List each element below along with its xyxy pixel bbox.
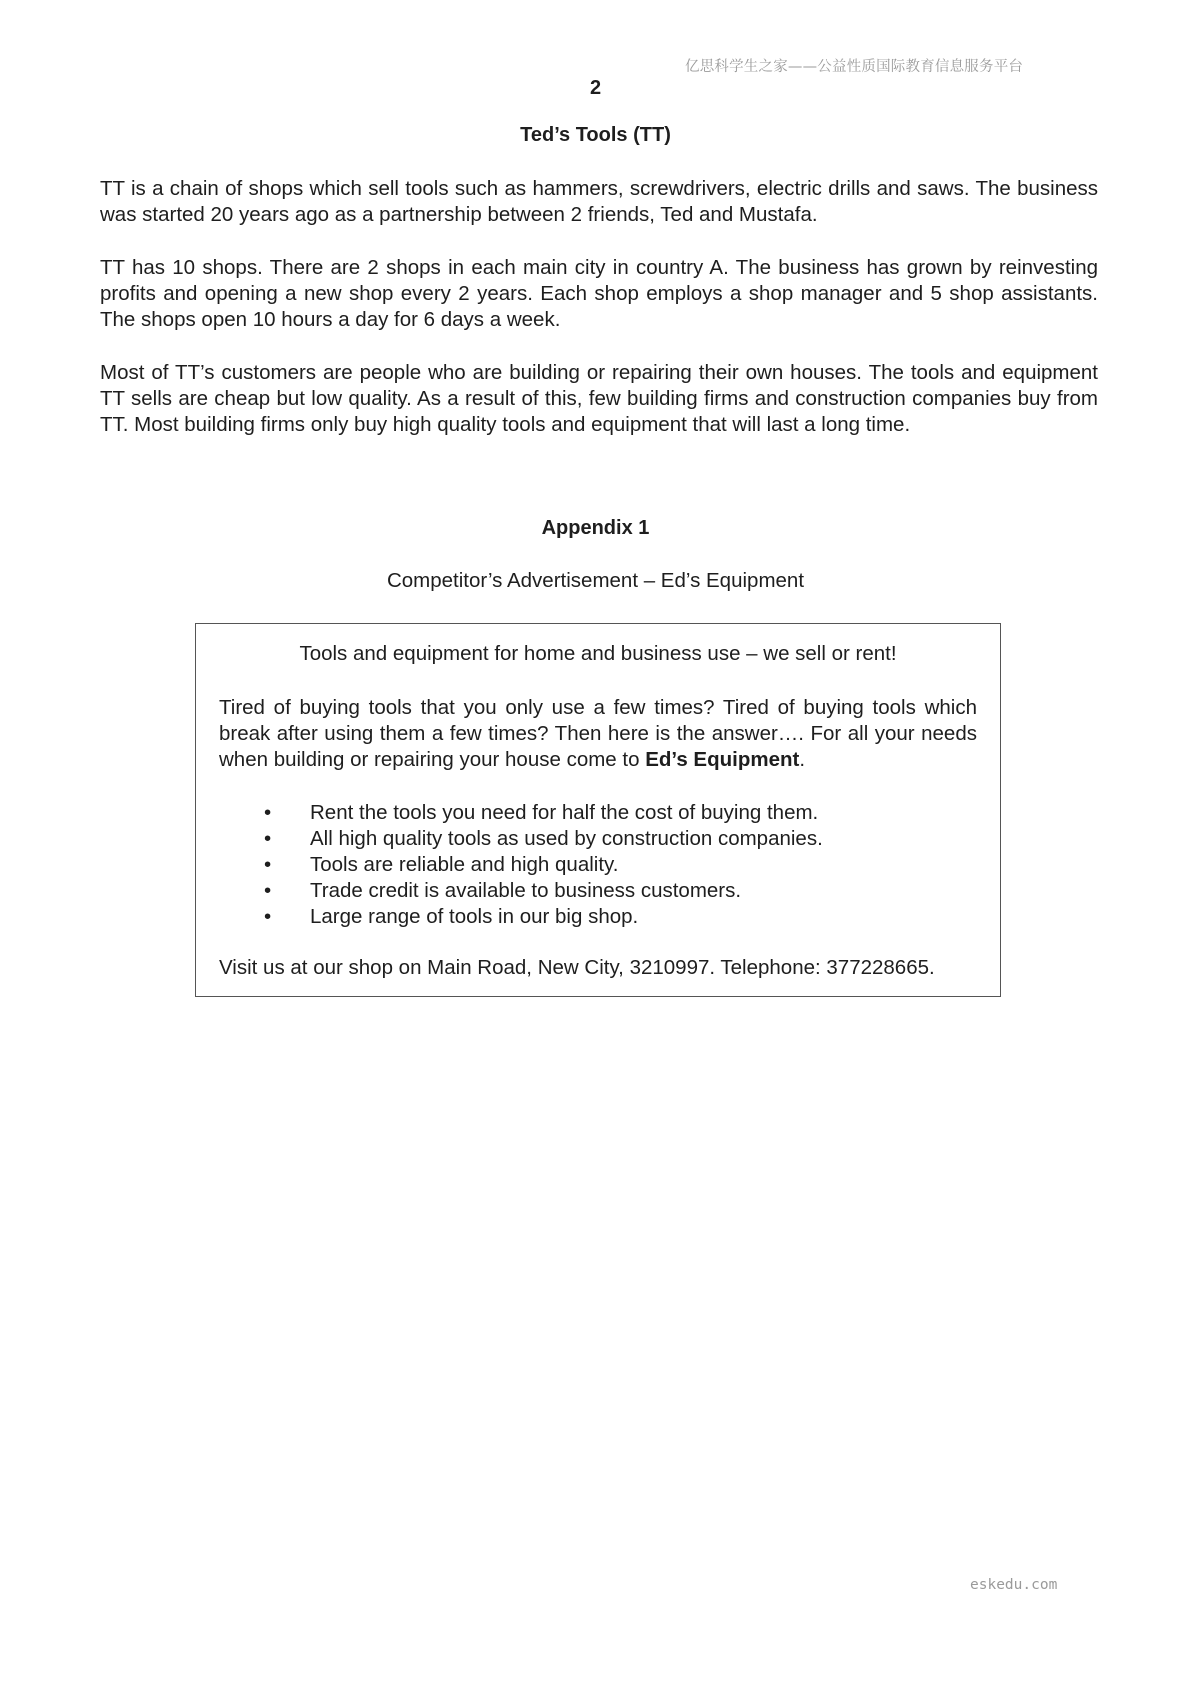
ad-body — [219, 695, 977, 773]
list-item — [196, 878, 1000, 904]
watermark-bottom: eskedu.com — [970, 1577, 1058, 1593]
list-item — [196, 826, 1000, 852]
list-item — [196, 800, 1000, 826]
bullet-text: Rent the tools you need for half the cost of buying them. — [310, 801, 819, 824]
bullet-icon: • — [264, 879, 272, 902]
document-title: Ted’s Tools (TT) — [520, 124, 671, 146]
appendix-subtitle: Competitor’s Advertisement – Ed’s Equipment — [386, 569, 805, 592]
paragraph-2: TT has 10 shops. There are 2 shops in each main city in country A. The business has grown by reinvesting profits and opening a new shop every 2 years. Each shop employs a shop manager and 5 shop assistants. The shops open 10 hours a day for 6 days a week. — [100, 256, 1098, 331]
appendix-heading: Appendix 1 — [541, 517, 650, 539]
ad-bullet-list — [196, 800, 1000, 930]
bullet-text: Tools are reliable and high quality. — [310, 853, 619, 876]
ad-headline: Tools and equipment for home and business use – we sell or rent! — [299, 642, 897, 665]
bullet-icon: • — [264, 827, 272, 850]
paragraph-1: TT is a chain of shops which sell tools such as hammers, screwdrivers, electric drills and saws. The business was started 20 years ago as a partnership between 2 friends, Ted and Mustafa. — [100, 177, 1098, 226]
bullet-text: Large range of tools in our big shop. — [310, 905, 639, 928]
bullet-text: Trade credit is available to business customers. — [310, 879, 742, 902]
list-item — [196, 852, 1000, 878]
bullet-icon: • — [264, 853, 272, 876]
bullet-text: All high quality tools as used by construction companies. — [310, 827, 823, 850]
page-number: 2 — [589, 77, 602, 99]
list-item — [196, 904, 1000, 930]
ad-brand-name: Ed’s Equipment — [645, 748, 800, 771]
paragraph-3: Most of TT’s customers are people who are building or repairing their own houses. The tools and equipment TT sells are cheap but low quality. As a result of this, few building firms and construction companies buy from TT. Most building firms only buy high quality tools and equipment that will last a long time. — [100, 361, 1098, 436]
bullet-icon: • — [264, 801, 272, 824]
ad-body-text: Tired of buying tools that you only use a few times? Tired of buying tools which break after using them a few times? Then here is the answer…. For all your needs when building or repairing your house come to — [219, 696, 977, 771]
ad-body-end: . — [799, 748, 806, 771]
bullet-icon: • — [264, 905, 272, 928]
ad-footer: Visit us at our shop on Main Road, New City, 3210997. Telephone: 377228665. — [219, 956, 935, 979]
watermark-top: 亿思科学生之家——公益性质国际教育信息服务平台 — [685, 59, 1024, 75]
advertisement-box — [195, 623, 1001, 997]
